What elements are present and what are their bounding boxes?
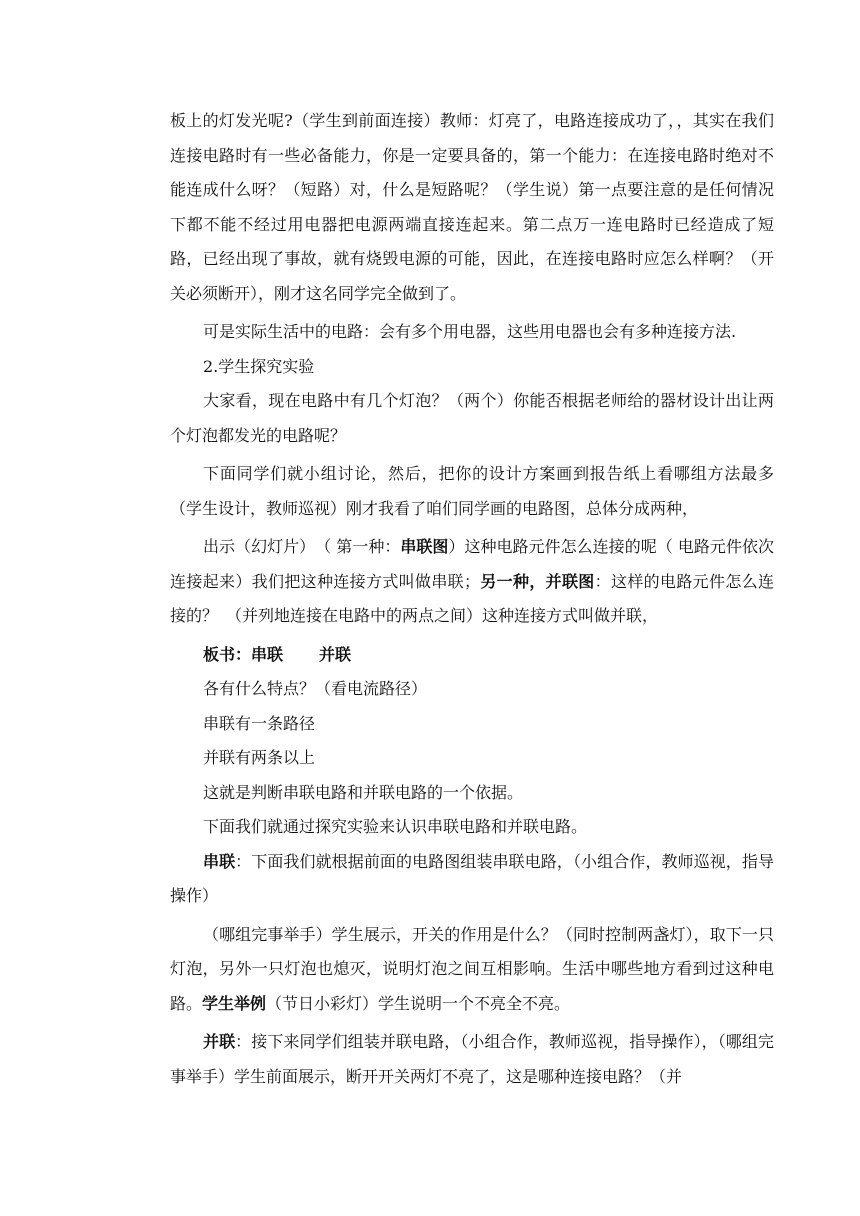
text-run: （哪组完事举手）学生展示，开关的作用是什么？（同时控制两盏灯），取下一只灯泡，另外一只灯泡也熄灭，说明灯泡之间互相影响。生活中哪些地方看到过这种电路。 bbox=[170, 924, 774, 1013]
paragraph-series-result bbox=[170, 918, 774, 1022]
bold-parallel-diagram: 另一种，并联图 bbox=[479, 571, 595, 591]
section-heading-experiment: 2.学生探究实验 bbox=[203, 356, 315, 376]
paragraph-basis: 这就是判断串联电路和并联电路的一个依据。 bbox=[203, 782, 524, 802]
bold-series-diagram: 串联图 bbox=[400, 537, 449, 556]
paragraph-slide-show bbox=[170, 530, 774, 634]
text-run: （节日小彩灯）学生说明一个不亮全不亮。 bbox=[266, 993, 571, 1013]
text-run: ：接下来同学们组装并联电路，（小组合作，教师巡视，指导操作），（哪组完事举手）学生前面展示，断开开关两灯不亮了，这是哪种连接电路？（并 bbox=[170, 1032, 774, 1086]
paragraph-group-discussion: 下面同学们就小组讨论，然后，把你的设计方案画到报告纸上看哪组方法最多（学生设计，教师巡视）刚才我看了咱们同学画的电路图，总体分成两种， bbox=[170, 464, 774, 518]
paragraph-board-writing bbox=[170, 638, 774, 673]
paragraph-series-experiment bbox=[170, 845, 774, 914]
paragraph-series-path: 串联有一条路径 bbox=[203, 713, 316, 733]
paragraph-real-life: 可是实际生活中的电路：会有多个用电器，这些用电器也会有多种连接方法. bbox=[203, 322, 737, 341]
paragraph-explore: 下面我们就通过探究实验来认识串联电路和并联电路。 bbox=[203, 817, 588, 836]
paragraph-characteristics: 各有什么特点？（看电流路径） bbox=[203, 679, 428, 698]
bold-board-series: 板书：串联 bbox=[203, 644, 284, 664]
text-run: 出示（幻灯片） （ 第一种： bbox=[203, 537, 401, 556]
paragraph-question: 大家看，现在电路中有几个灯泡？（两个）你能否根据老师给的器材设计出让两个灯泡都发光的电路呢？ bbox=[170, 391, 774, 445]
text-run: ：下面我们就根据前面的电路图组装串联电路，（小组合作，教师巡视，指导操作） bbox=[170, 851, 774, 905]
bold-series-label: 串联 bbox=[203, 851, 236, 871]
document-page bbox=[170, 104, 774, 1094]
paragraph-parallel-experiment bbox=[170, 1025, 774, 1094]
text-run: ）这种电路元件怎么连接的呢（ 电路元件依次连接起来）我们把这种连接方式叫做串联； bbox=[170, 537, 774, 591]
text-run: ：这样的电路元件怎么连接的？ （并列地连接在电路中的两点之间）这种连接方式叫做并联， bbox=[170, 571, 774, 625]
paragraph-parallel-path: 并联有两条以上 bbox=[203, 748, 316, 767]
bold-parallel-label: 并联 bbox=[203, 1032, 236, 1051]
bold-student-example: 学生举例 bbox=[202, 993, 267, 1013]
paragraph-intro: 板上的灯发光呢?（学生到前面连接）教师：灯亮了，电路连接成功了，，其实在我们连接电路时有一些必备能力，你是一定要具备的，第一个能力：在连接电路时绝对不能连成什么呀？（短路）对，什么是短路呢？（学生说）第一点要注意的是任何情况下都不能不经过用电器把电源两端直接连起来。第二点万一连电路时已经造成了短路，已经出现了事故，就有烧毁电源的可能，因此，在连接电路时应怎么样啊？（开关必须断开），刚才这名同学完全做到了。 bbox=[170, 111, 774, 303]
bold-board-parallel: 并联 bbox=[319, 644, 352, 664]
